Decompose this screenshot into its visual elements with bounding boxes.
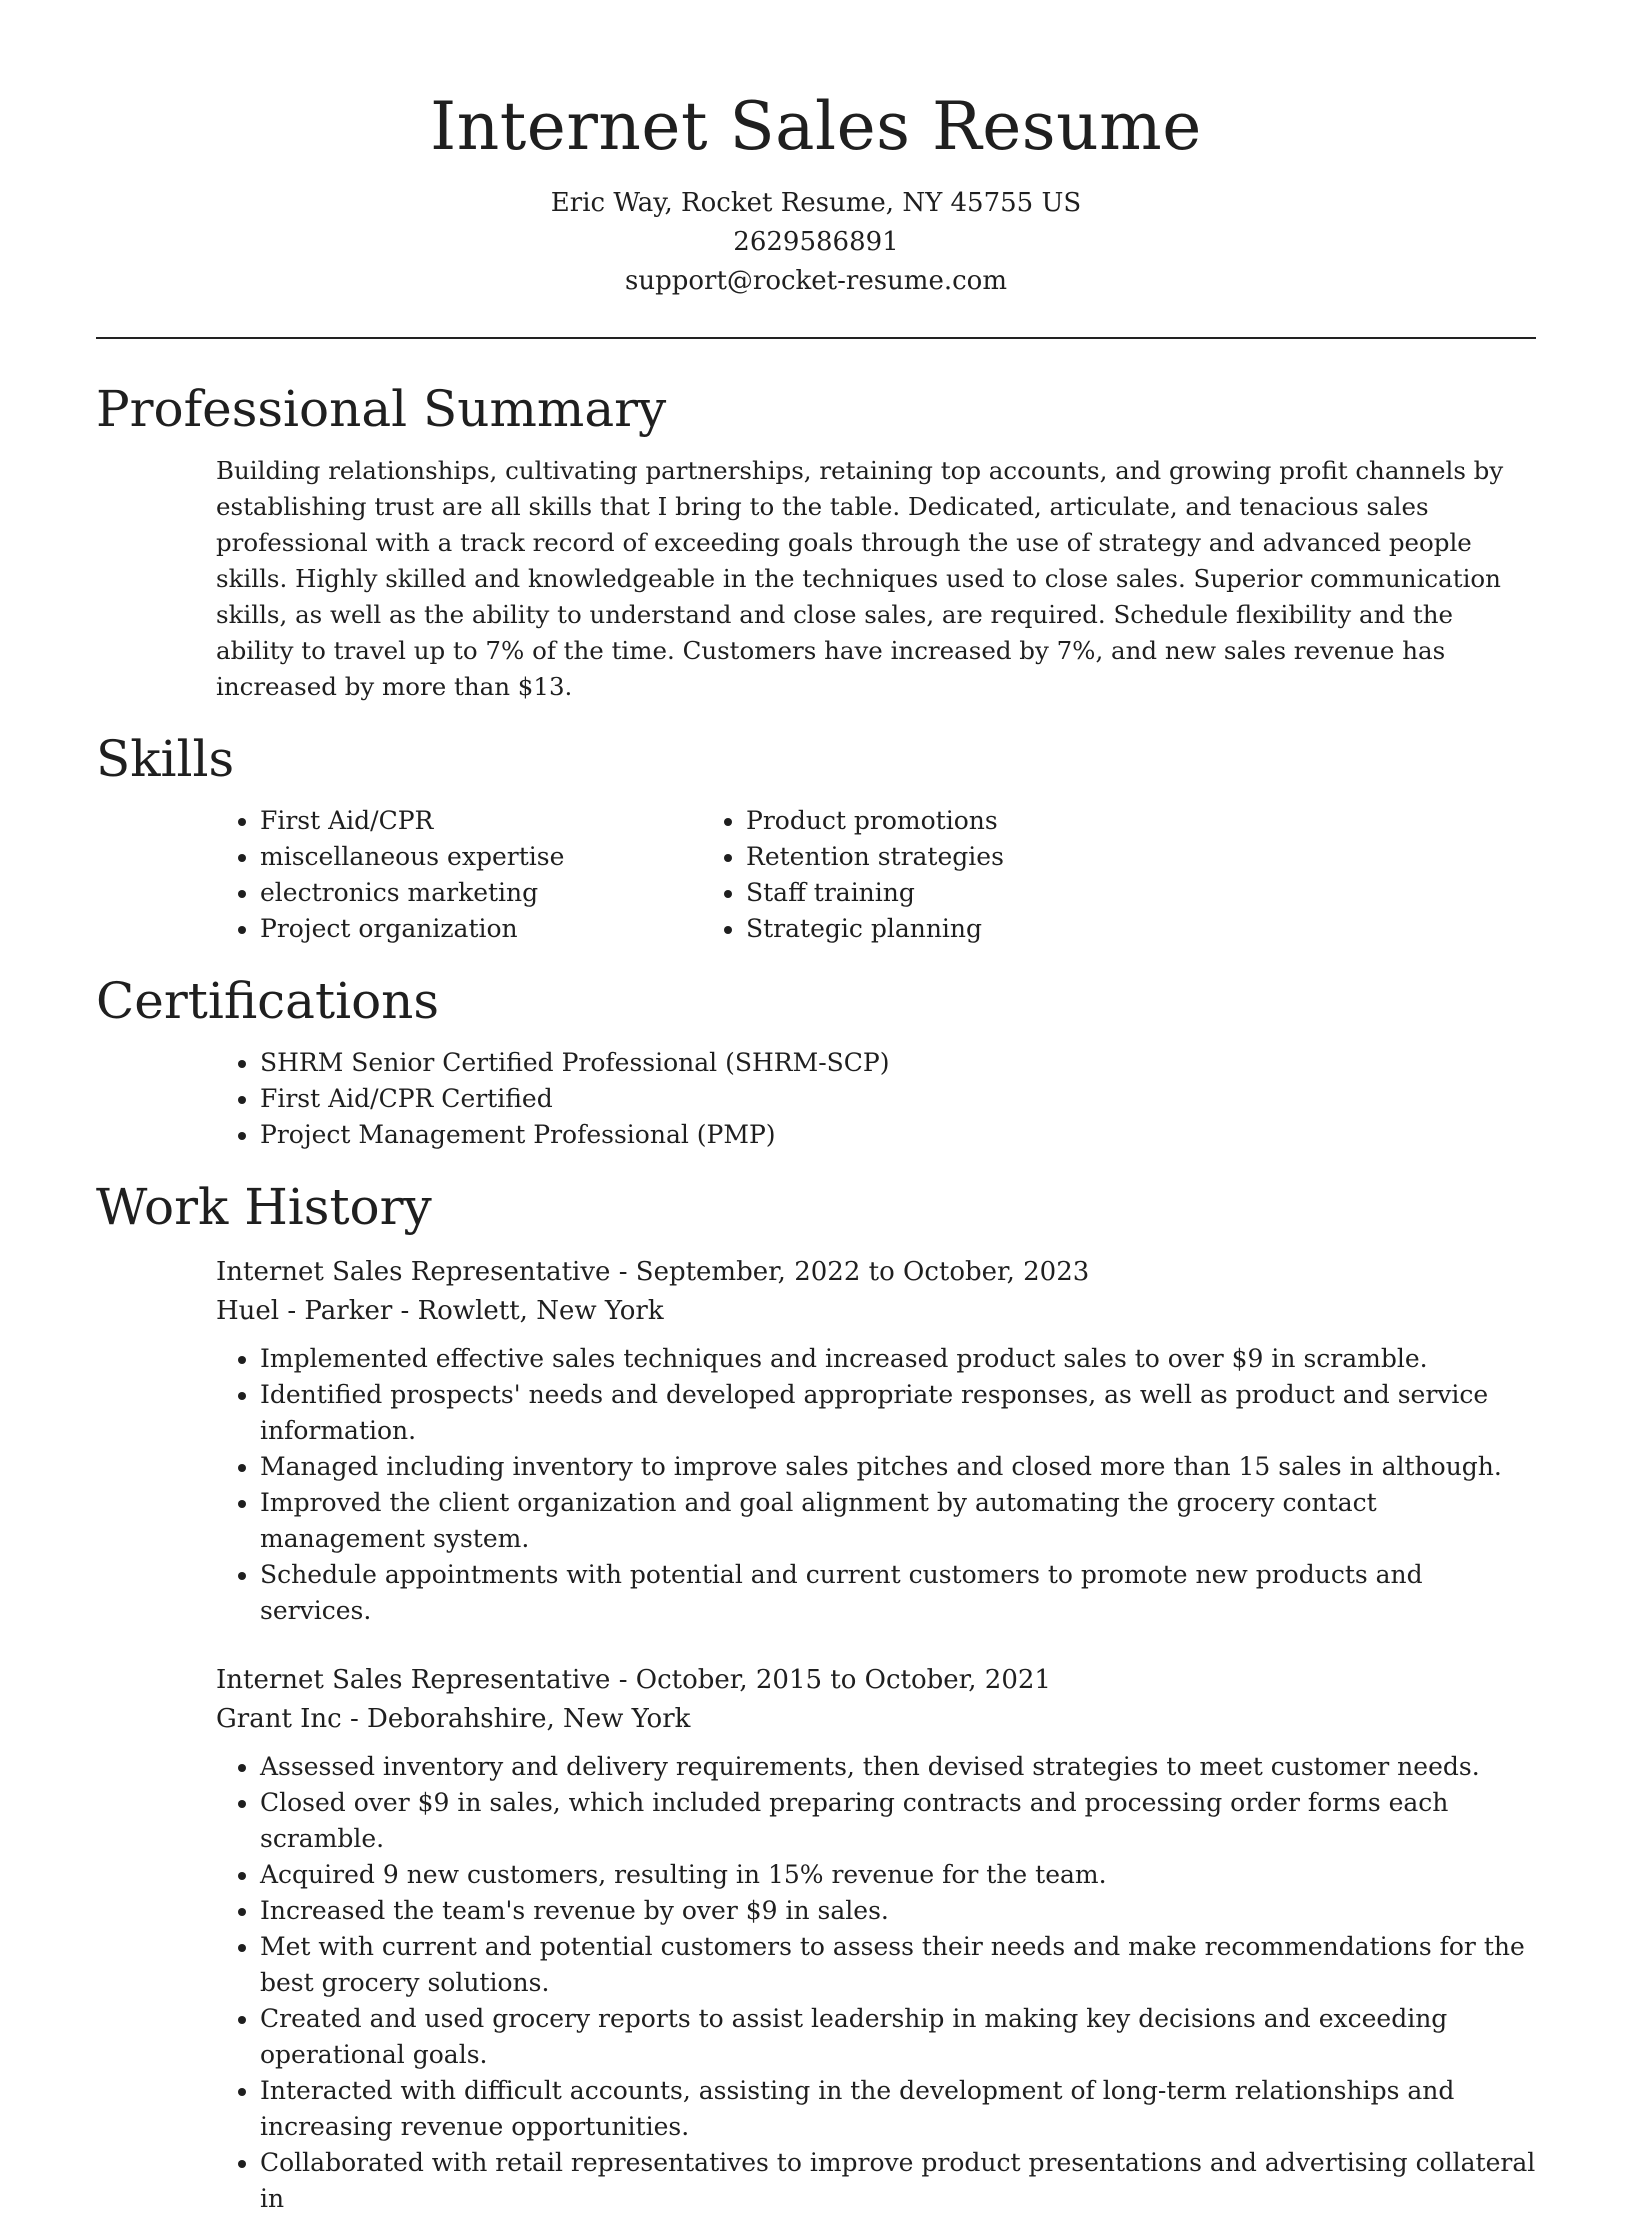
- contact-phone: 2629586891: [733, 227, 899, 257]
- list-item: Schedule appointments with potential and current customers to promote new products and services.: [260, 1557, 1536, 1629]
- job-duties-list: [216, 1341, 1536, 1629]
- certifications-heading: Certifications: [96, 972, 440, 1030]
- list-item: Acquired 9 new customers, resulting in 15% revenue for the team.: [260, 1857, 1536, 1893]
- list-item: First Aid/CPR Certified: [260, 1081, 1536, 1117]
- certifications-list: [96, 1045, 1536, 1153]
- list-item: miscellaneous expertise: [260, 839, 746, 875]
- list-item: Identified prospects' needs and developed appropriate responses, as well as product and service information.: [260, 1377, 1536, 1449]
- job-entry: [216, 1253, 1536, 1629]
- list-item: electronics marketing: [260, 875, 746, 911]
- document-title: Internet Sales Resume: [430, 88, 1202, 165]
- job-company-line: [216, 1292, 1536, 1331]
- work-history-section: [96, 1175, 1536, 2217]
- list-item: Closed over $9 in sales, which included preparing contracts and processing order forms each scramble.: [260, 1785, 1536, 1857]
- job-title-line: [216, 1253, 1536, 1292]
- job-title: Internet Sales Representative: [216, 1257, 611, 1287]
- skills-column-right: [746, 803, 1386, 947]
- work-history-heading: Work History: [96, 1178, 432, 1236]
- job-duties-list: [216, 1749, 1536, 2217]
- job-dates: - September, 2022 to October, 2023: [610, 1257, 1090, 1287]
- list-item: Product promotions: [746, 803, 1386, 839]
- resume-page: [96, 0, 1536, 2217]
- contact-block: [96, 184, 1536, 301]
- contact-address: Eric Way, Rocket Resume, NY 45755 US: [550, 188, 1082, 218]
- contact-email: support@rocket-resume.com: [624, 266, 1007, 296]
- list-item: Met with current and potential customers to assess their needs and make recommendations for the best grocery solutions.: [260, 1929, 1536, 2001]
- skills-heading: Skills: [96, 730, 235, 788]
- job-company-line: [216, 1700, 1536, 1739]
- certifications-section: [96, 969, 1536, 1153]
- job-location: - Rowlett, New York: [392, 1296, 664, 1326]
- list-item: SHRM Senior Certified Professional (SHRM-SCP): [260, 1045, 1536, 1081]
- skills-column-left: [96, 803, 746, 947]
- job-dates: - October, 2015 to October, 2021: [610, 1665, 1051, 1695]
- job-company: Grant Inc: [216, 1704, 342, 1734]
- skills-section: [96, 727, 1536, 947]
- list-item: Assessed inventory and delivery requirements, then devised strategies to meet customer needs.: [260, 1749, 1536, 1785]
- list-item: First Aid/CPR: [260, 803, 746, 839]
- list-item: Staff training: [746, 875, 1386, 911]
- job-entry: [216, 1661, 1536, 2217]
- list-item: Project organization: [260, 911, 746, 947]
- skills-grid: [96, 803, 1536, 947]
- list-item: Retention strategies: [746, 839, 1386, 875]
- summary-heading: Professional Summary: [96, 380, 667, 438]
- job-title: Internet Sales Representative: [216, 1665, 611, 1695]
- job-title-line: [216, 1661, 1536, 1700]
- skills-list-left: [96, 803, 746, 947]
- list-item: Interacted with difficult accounts, assisting in the development of long-term relationships and increasing revenue opportunities.: [260, 2073, 1536, 2145]
- skills-list-right: [746, 803, 1386, 947]
- list-item: Implemented effective sales techniques and increased product sales to over $9 in scramble.: [260, 1341, 1536, 1377]
- summary-text: Building relationships, cultivating partnerships, retaining top accounts, and growing profit channels by establishing trust are all skills that I bring to the table. Dedicated, articulate, and tenacious sales professional with a track record of exceeding goals through the use of strategy and advanced people skills. Highly skilled and knowledgeable in the techniques used to close sales. Superior communication skills, as well as the ability to understand and close sales, are required. Schedule flexibility and the ability to travel up to 7% of the time. Customers have increased by 7%, and new sales revenue has increased by more than $13.: [216, 456, 1504, 701]
- list-item: Project Management Professional (PMP): [260, 1117, 1536, 1153]
- list-item: Strategic planning: [746, 911, 1386, 947]
- list-item: Collaborated with retail representatives to improve product presentations and advertising collateral in: [260, 2145, 1536, 2217]
- job-location: - Deborahshire, New York: [341, 1704, 691, 1734]
- list-item: Increased the team's revenue by over $9 in sales.: [260, 1893, 1536, 1929]
- resume-header: [96, 0, 1536, 301]
- header-divider: [96, 337, 1536, 339]
- summary-section: [96, 377, 1536, 705]
- list-item: Managed including inventory to improve sales pitches and closed more than 15 sales in although.: [260, 1449, 1536, 1485]
- list-item: Created and used grocery reports to assist leadership in making key decisions and exceeding operational goals.: [260, 2001, 1536, 2073]
- list-item: Improved the client organization and goal alignment by automating the grocery contact management system.: [260, 1485, 1536, 1557]
- job-company: Huel - Parker: [216, 1296, 393, 1326]
